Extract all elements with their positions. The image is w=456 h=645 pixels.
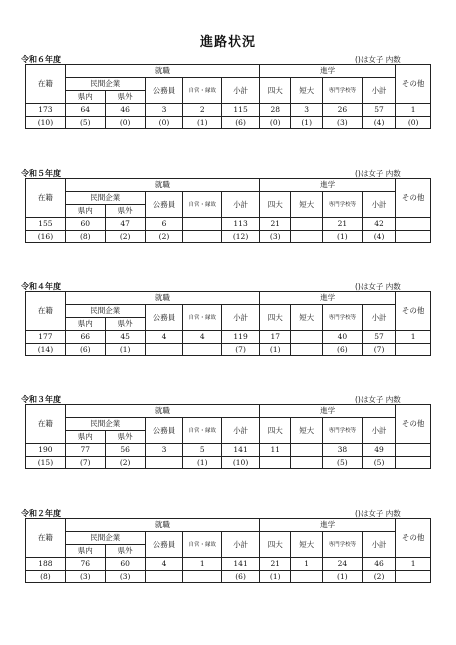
female-cell: (2) bbox=[105, 457, 145, 469]
female-cell bbox=[145, 344, 183, 356]
female-cell bbox=[396, 571, 431, 583]
count-cell: 11 bbox=[259, 444, 290, 457]
header-tandai: 短大 bbox=[291, 532, 322, 558]
count-cell: 28 bbox=[259, 104, 290, 117]
header-shushoku: 就職 bbox=[65, 405, 259, 418]
female-cell: (2) bbox=[362, 571, 396, 583]
count-cell: 6 bbox=[145, 218, 183, 231]
header-shoukei: 小計 bbox=[222, 78, 260, 104]
female-cell: (4) bbox=[362, 231, 396, 243]
count-cell bbox=[396, 218, 431, 231]
female-cell: (5) bbox=[322, 457, 362, 469]
female-note: ()は女子 内数 bbox=[355, 509, 401, 518]
header-yondai: 四大 bbox=[259, 532, 290, 558]
header-kennai: 県内 bbox=[65, 545, 105, 558]
female-note: ()は女子 内数 bbox=[355, 282, 401, 291]
header-zaiseki: 在籍 bbox=[26, 179, 66, 218]
header-sonota: その他 bbox=[396, 292, 431, 331]
header-sonota: その他 bbox=[396, 65, 431, 104]
header-tandai: 短大 bbox=[291, 192, 322, 218]
female-cell: (8) bbox=[26, 571, 66, 583]
header-shoukei: 小計 bbox=[222, 418, 260, 444]
count-row bbox=[26, 558, 431, 571]
header-senmon: 専門学校等 bbox=[322, 418, 362, 444]
count-cell: 4 bbox=[145, 558, 183, 571]
female-cell: (6) bbox=[222, 571, 260, 583]
count-cell bbox=[396, 444, 431, 457]
female-row bbox=[26, 231, 431, 243]
count-cell bbox=[183, 218, 222, 231]
header-kengai: 県外 bbox=[105, 545, 145, 558]
header-zaiseki: 在籍 bbox=[26, 292, 66, 331]
female-cell: (12) bbox=[222, 231, 260, 243]
female-cell: (7) bbox=[65, 457, 105, 469]
header-kengai: 県外 bbox=[105, 205, 145, 218]
female-cell: (1) bbox=[322, 231, 362, 243]
count-cell: 21 bbox=[322, 218, 362, 231]
header-shingaku: 進学 bbox=[259, 519, 395, 532]
count-cell: 119 bbox=[222, 331, 260, 344]
count-cell: 188 bbox=[26, 558, 66, 571]
count-cell: 4 bbox=[145, 331, 183, 344]
header-shushoku: 就職 bbox=[65, 179, 259, 192]
count-cell bbox=[291, 218, 322, 231]
count-cell: 60 bbox=[105, 558, 145, 571]
female-cell bbox=[183, 231, 222, 243]
header-koumuin: 公務員 bbox=[145, 305, 183, 331]
header-zaiseki: 在籍 bbox=[26, 405, 66, 444]
header-tandai: 短大 bbox=[291, 305, 322, 331]
female-row bbox=[26, 117, 431, 129]
female-cell: (16) bbox=[26, 231, 66, 243]
count-cell: 5 bbox=[183, 444, 222, 457]
female-row bbox=[26, 457, 431, 469]
female-note: ()は女子 内数 bbox=[355, 395, 401, 404]
header-koumuin: 公務員 bbox=[145, 418, 183, 444]
female-cell: (0) bbox=[259, 117, 290, 129]
header-shushoku: 就職 bbox=[65, 65, 259, 78]
header-tandai: 短大 bbox=[291, 418, 322, 444]
header-shoukei: 小計 bbox=[222, 532, 260, 558]
count-cell: 21 bbox=[259, 218, 290, 231]
header-yondai: 四大 bbox=[259, 78, 290, 104]
page-title: 進路状況 bbox=[199, 35, 256, 50]
female-cell: (1) bbox=[105, 344, 145, 356]
career-table bbox=[25, 178, 431, 243]
header-jiei: 自営・縁故 bbox=[183, 78, 222, 104]
header-senmon: 専門学校等 bbox=[322, 305, 362, 331]
female-cell: (1) bbox=[259, 344, 290, 356]
count-cell: 190 bbox=[26, 444, 66, 457]
header-zaiseki: 在籍 bbox=[26, 519, 66, 558]
female-cell: (1) bbox=[183, 457, 222, 469]
header-senmon: 専門学校等 bbox=[322, 78, 362, 104]
female-cell: (0) bbox=[396, 117, 431, 129]
header-sonota: その他 bbox=[396, 519, 431, 558]
count-cell: 49 bbox=[362, 444, 396, 457]
female-cell bbox=[145, 457, 183, 469]
female-cell bbox=[145, 571, 183, 583]
header-shushoku: 就職 bbox=[65, 292, 259, 305]
count-cell: 45 bbox=[105, 331, 145, 344]
header-sonota: その他 bbox=[396, 179, 431, 218]
count-row bbox=[26, 104, 431, 117]
count-cell bbox=[291, 331, 322, 344]
count-cell: 4 bbox=[183, 331, 222, 344]
count-cell: 42 bbox=[362, 218, 396, 231]
count-cell: 177 bbox=[26, 331, 66, 344]
year-label: 令和４年度 bbox=[21, 282, 61, 291]
count-cell: 76 bbox=[65, 558, 105, 571]
female-cell bbox=[259, 457, 290, 469]
count-cell: 47 bbox=[105, 218, 145, 231]
header-kennai: 県内 bbox=[65, 431, 105, 444]
female-cell bbox=[396, 457, 431, 469]
female-row bbox=[26, 344, 431, 356]
count-cell: 141 bbox=[222, 558, 260, 571]
header-jiei: 自営・縁故 bbox=[183, 532, 222, 558]
count-cell: 155 bbox=[26, 218, 66, 231]
count-cell: 3 bbox=[145, 104, 183, 117]
female-cell: (6) bbox=[222, 117, 260, 129]
count-cell: 46 bbox=[105, 104, 145, 117]
header-koumuin: 公務員 bbox=[145, 532, 183, 558]
year-label: 令和６年度 bbox=[21, 55, 61, 64]
header-jiei: 自営・縁故 bbox=[183, 192, 222, 218]
female-cell: (6) bbox=[65, 344, 105, 356]
count-cell: 2 bbox=[183, 104, 222, 117]
header-minkan: 民間企業 bbox=[65, 305, 145, 318]
female-cell: (3) bbox=[65, 571, 105, 583]
female-row bbox=[26, 571, 431, 583]
count-cell: 1 bbox=[396, 331, 431, 344]
count-cell: 113 bbox=[222, 218, 260, 231]
count-cell: 38 bbox=[322, 444, 362, 457]
header-shingaku: 進学 bbox=[259, 405, 395, 418]
count-cell: 56 bbox=[105, 444, 145, 457]
year-label: 令和２年度 bbox=[21, 509, 61, 518]
count-cell: 1 bbox=[291, 558, 322, 571]
count-cell: 66 bbox=[65, 331, 105, 344]
count-row bbox=[26, 444, 431, 457]
count-cell: 3 bbox=[291, 104, 322, 117]
female-cell bbox=[291, 571, 322, 583]
female-cell: (3) bbox=[322, 117, 362, 129]
count-cell bbox=[291, 444, 322, 457]
header-shoukei: 小計 bbox=[222, 305, 260, 331]
header-kengai: 県外 bbox=[105, 91, 145, 104]
count-cell: 1 bbox=[396, 558, 431, 571]
female-cell: (8) bbox=[65, 231, 105, 243]
female-cell: (1) bbox=[183, 117, 222, 129]
female-cell: (1) bbox=[322, 571, 362, 583]
career-table bbox=[25, 518, 431, 583]
female-cell: (2) bbox=[105, 231, 145, 243]
year-label: 令和５年度 bbox=[21, 169, 61, 178]
female-cell: (1) bbox=[291, 117, 322, 129]
header-tandai: 短大 bbox=[291, 78, 322, 104]
female-cell: (10) bbox=[222, 457, 260, 469]
female-cell: (5) bbox=[362, 457, 396, 469]
female-cell: (7) bbox=[362, 344, 396, 356]
header-shoukei2: 小計 bbox=[362, 78, 396, 104]
header-shoukei2: 小計 bbox=[362, 192, 396, 218]
header-zaiseki: 在籍 bbox=[26, 65, 66, 104]
female-cell: (10) bbox=[26, 117, 66, 129]
count-cell: 24 bbox=[322, 558, 362, 571]
header-sonota: その他 bbox=[396, 405, 431, 444]
header-senmon: 専門学校等 bbox=[322, 192, 362, 218]
count-cell: 57 bbox=[362, 104, 396, 117]
header-koumuin: 公務員 bbox=[145, 192, 183, 218]
count-cell: 173 bbox=[26, 104, 66, 117]
female-cell bbox=[291, 457, 322, 469]
female-cell: (15) bbox=[26, 457, 66, 469]
header-minkan: 民間企業 bbox=[65, 192, 145, 205]
header-yondai: 四大 bbox=[259, 418, 290, 444]
count-cell: 40 bbox=[322, 331, 362, 344]
female-cell: (4) bbox=[362, 117, 396, 129]
female-cell bbox=[183, 344, 222, 356]
header-kennai: 県内 bbox=[65, 91, 105, 104]
header-jiei: 自営・縁故 bbox=[183, 418, 222, 444]
header-yondai: 四大 bbox=[259, 192, 290, 218]
count-cell: 64 bbox=[65, 104, 105, 117]
count-cell: 77 bbox=[65, 444, 105, 457]
header-kengai: 県外 bbox=[105, 318, 145, 331]
header-kennai: 県内 bbox=[65, 205, 105, 218]
career-table bbox=[25, 404, 431, 469]
female-cell: (14) bbox=[26, 344, 66, 356]
header-minkan: 民間企業 bbox=[65, 78, 145, 91]
female-cell: (0) bbox=[105, 117, 145, 129]
female-note: ()は女子 内数 bbox=[355, 55, 401, 64]
career-table bbox=[25, 291, 431, 356]
count-cell: 26 bbox=[322, 104, 362, 117]
female-cell: (3) bbox=[105, 571, 145, 583]
count-cell: 3 bbox=[145, 444, 183, 457]
count-cell: 115 bbox=[222, 104, 260, 117]
female-cell: (2) bbox=[145, 231, 183, 243]
female-note: ()は女子 内数 bbox=[355, 169, 401, 178]
header-senmon: 専門学校等 bbox=[322, 532, 362, 558]
female-cell bbox=[291, 231, 322, 243]
header-shingaku: 進学 bbox=[259, 179, 395, 192]
count-row bbox=[26, 331, 431, 344]
female-cell: (7) bbox=[222, 344, 260, 356]
female-cell: (3) bbox=[259, 231, 290, 243]
header-shoukei2: 小計 bbox=[362, 418, 396, 444]
count-row bbox=[26, 218, 431, 231]
female-cell: (0) bbox=[145, 117, 183, 129]
count-cell: 46 bbox=[362, 558, 396, 571]
female-cell bbox=[396, 344, 431, 356]
header-kengai: 県外 bbox=[105, 431, 145, 444]
count-cell: 141 bbox=[222, 444, 260, 457]
header-shoukei2: 小計 bbox=[362, 305, 396, 331]
female-cell bbox=[183, 571, 222, 583]
header-shoukei: 小計 bbox=[222, 192, 260, 218]
female-cell: (1) bbox=[259, 571, 290, 583]
female-cell: (6) bbox=[322, 344, 362, 356]
count-cell: 57 bbox=[362, 331, 396, 344]
header-minkan: 民間企業 bbox=[65, 418, 145, 431]
header-minkan: 民間企業 bbox=[65, 532, 145, 545]
header-shoukei2: 小計 bbox=[362, 532, 396, 558]
header-shingaku: 進学 bbox=[259, 65, 395, 78]
female-cell: (5) bbox=[65, 117, 105, 129]
count-cell: 1 bbox=[396, 104, 431, 117]
year-label: 令和３年度 bbox=[21, 395, 61, 404]
header-koumuin: 公務員 bbox=[145, 78, 183, 104]
header-kennai: 県内 bbox=[65, 318, 105, 331]
count-cell: 21 bbox=[259, 558, 290, 571]
header-yondai: 四大 bbox=[259, 305, 290, 331]
header-shingaku: 進学 bbox=[259, 292, 395, 305]
header-shushoku: 就職 bbox=[65, 519, 259, 532]
career-table bbox=[25, 64, 431, 129]
female-cell bbox=[396, 231, 431, 243]
count-cell: 1 bbox=[183, 558, 222, 571]
count-cell: 60 bbox=[65, 218, 105, 231]
female-cell bbox=[291, 344, 322, 356]
count-cell: 17 bbox=[259, 331, 290, 344]
header-jiei: 自営・縁故 bbox=[183, 305, 222, 331]
